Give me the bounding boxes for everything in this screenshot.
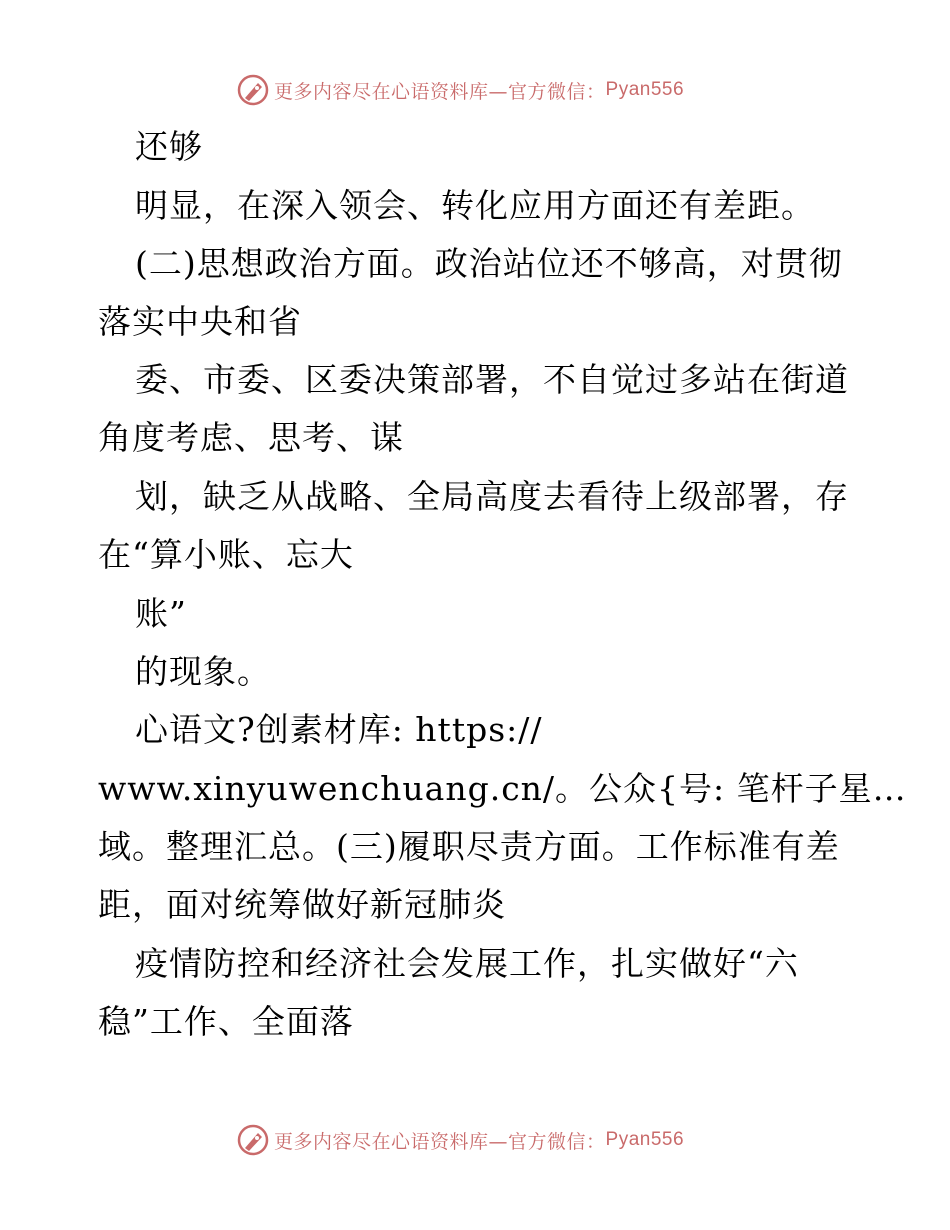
banner-text: 更多内容尽在心语资料库—官方微信： xyxy=(274,1130,606,1153)
text-line: 稳”工作、全面落 xyxy=(98,1002,354,1041)
text-line: 距，面对统筹做好新冠肺炎 xyxy=(98,885,506,924)
text-line: 在“算小账、忘大 xyxy=(98,535,354,574)
text-line: www.xinyuwenchuang.cn/。公众{号: 笔杆子星… xyxy=(98,769,907,808)
text-line: 心语文?创素材库: https:// xyxy=(135,710,543,749)
pen-nib-logo-icon xyxy=(236,73,270,107)
banner-wechat-id: Pyan556 xyxy=(605,1129,685,1150)
text-line: 还够 xyxy=(135,127,203,166)
text-line: 域。整理汇总。(三)履职尽责方面。工作标准有差 xyxy=(98,827,840,866)
text-line: 账” xyxy=(135,594,187,633)
text-line: 明显，在深入领会、转化应用方面还有差距。 xyxy=(135,186,815,225)
text-line: (二)思想政治方面。政治站位还不够高，对贯彻 xyxy=(135,244,843,283)
text-line: 划，缺乏从战略、全局高度去看待上级部署，存 xyxy=(135,477,849,516)
header-banner xyxy=(236,72,684,108)
footer-banner xyxy=(236,1122,684,1158)
text-line: 角度考虑、思考、谋 xyxy=(98,418,404,457)
text-line: 落实中央和省 xyxy=(98,302,302,341)
text-line: 委、市委、区委决策部署，不自觉过多站在街道 xyxy=(135,360,849,399)
pen-nib-logo-icon xyxy=(236,1123,270,1157)
text-line: 疫情防控和经济社会发展工作，扎实做好“六 xyxy=(135,944,799,983)
banner-text: 更多内容尽在心语资料库—官方微信： xyxy=(274,80,606,103)
banner-wechat-id: Pyan556 xyxy=(605,79,685,100)
text-line: 的现象。 xyxy=(135,652,271,691)
